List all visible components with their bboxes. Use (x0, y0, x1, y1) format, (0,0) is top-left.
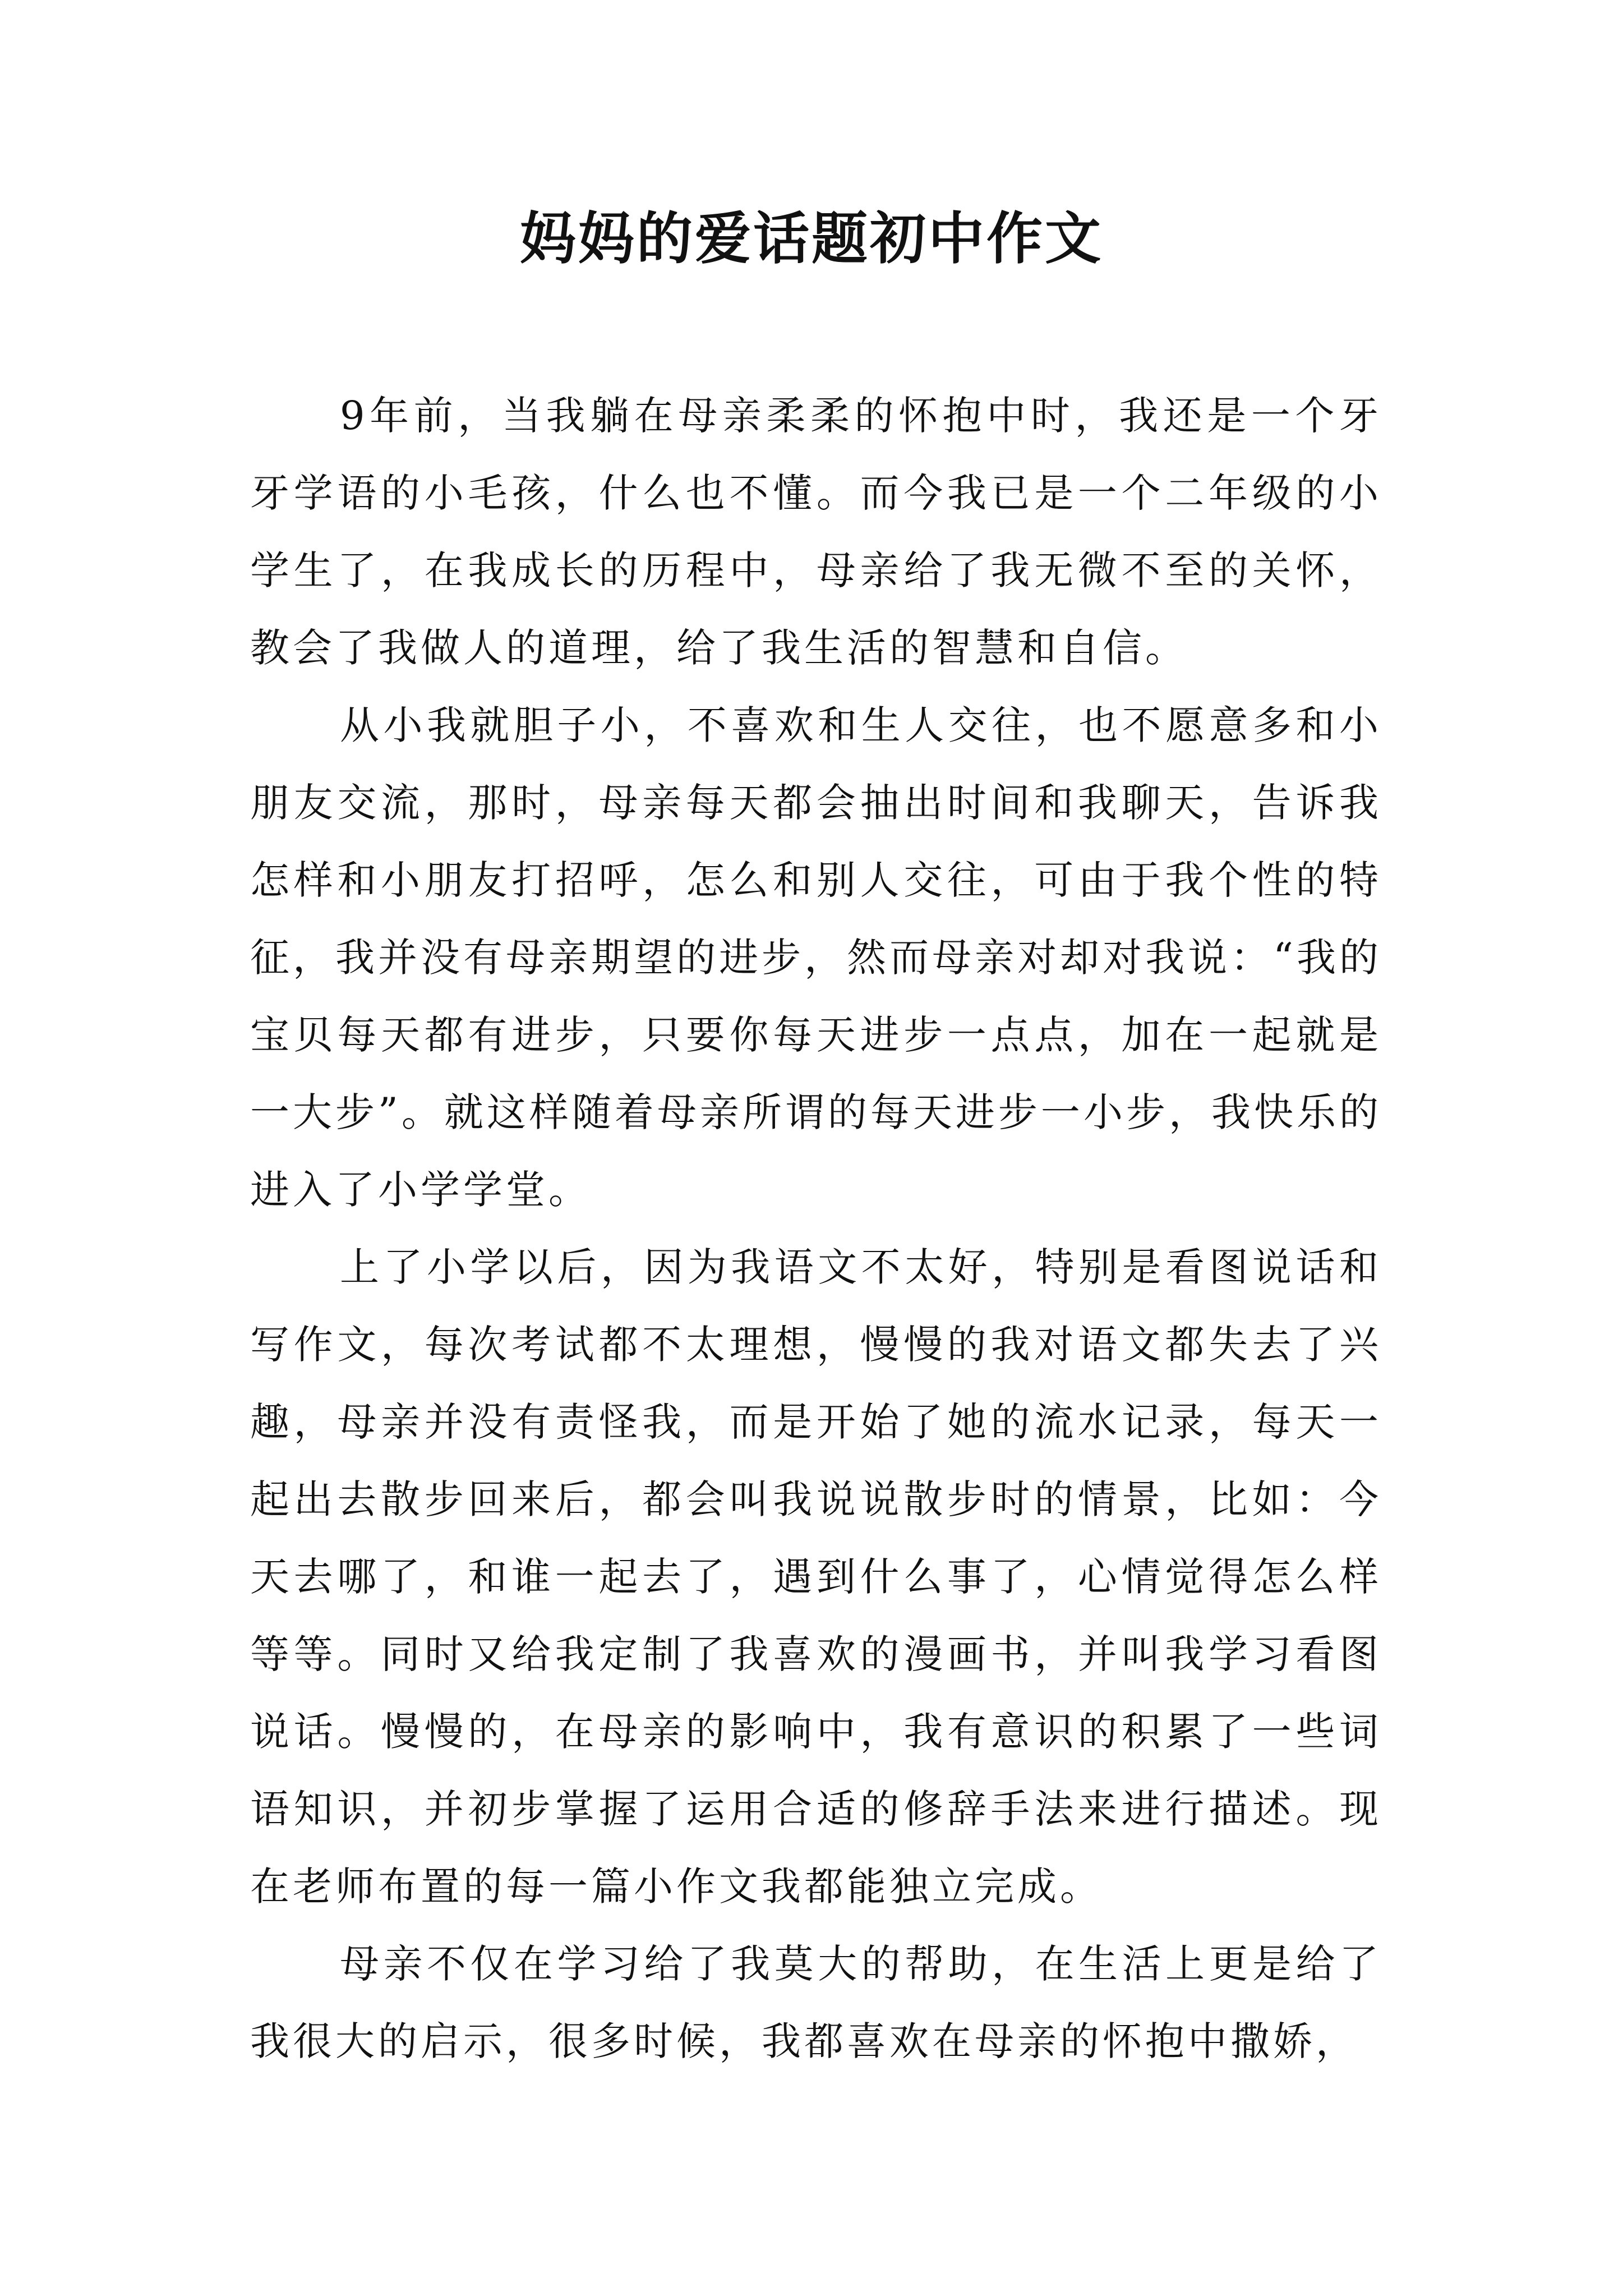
paragraph: 9年前，当我躺在母亲柔柔的怀抱中时，我还是一个牙牙学语的小毛孩，什么也不懂。而今我已是一个二年级的小学生了，在我成长的历程中，母亲给了我无微不至的关怀，教会了我做人的道理，给了我生活的智慧和自信。 (250, 393, 1382, 671)
paragraph: 从小我就胆子小，不喜欢和生人交往，也不愿意多和小朋友交流，那时，母亲每天都会抽出时间和我聊天，告诉我怎样和小朋友打招呼，怎么和别人交往，可由于我个性的特征，我并没有母亲期望的进步，然而母亲对却对我说：“我的宝贝每天都有进步，只要你每天进步一点点，加在一起就是一大步”。就这样随着母亲所谓的每天进步一小步，我快乐的进入了小学学堂。 (250, 702, 1382, 1213)
paragraph: 母亲不仅在学习给了我莫大的帮助，在生活上更是给了我很大的启示，很多时候，我都喜欢在母亲的怀抱中撒娇， (250, 1941, 1382, 2064)
document-title: 妈妈的爱话题初中作文 (520, 205, 1103, 272)
paragraph: 上了小学以后，因为我语文不太好，特别是看图说话和写作文，每次考试都不太理想，慢慢的我对语文都失去了兴趣，母亲并没有责怪我，而是开始了她的流水记录，每天一起出去散步回来后，都会叫我说说散步时的情景，比如：今天去哪了，和谁一起去了，遇到什么事了，心情觉得怎么样等等。同时又给我定制了我喜欢的漫画书，并叫我学习看图说话。慢慢的，在母亲的影响中，我有意识的积累了一些词语知识，并初步掌握了运用合适的修辞手法来进行描述。现在老师布置的每一篇小作文我都能独立完成。 (250, 1244, 1382, 1910)
document-body (250, 377, 1382, 2080)
